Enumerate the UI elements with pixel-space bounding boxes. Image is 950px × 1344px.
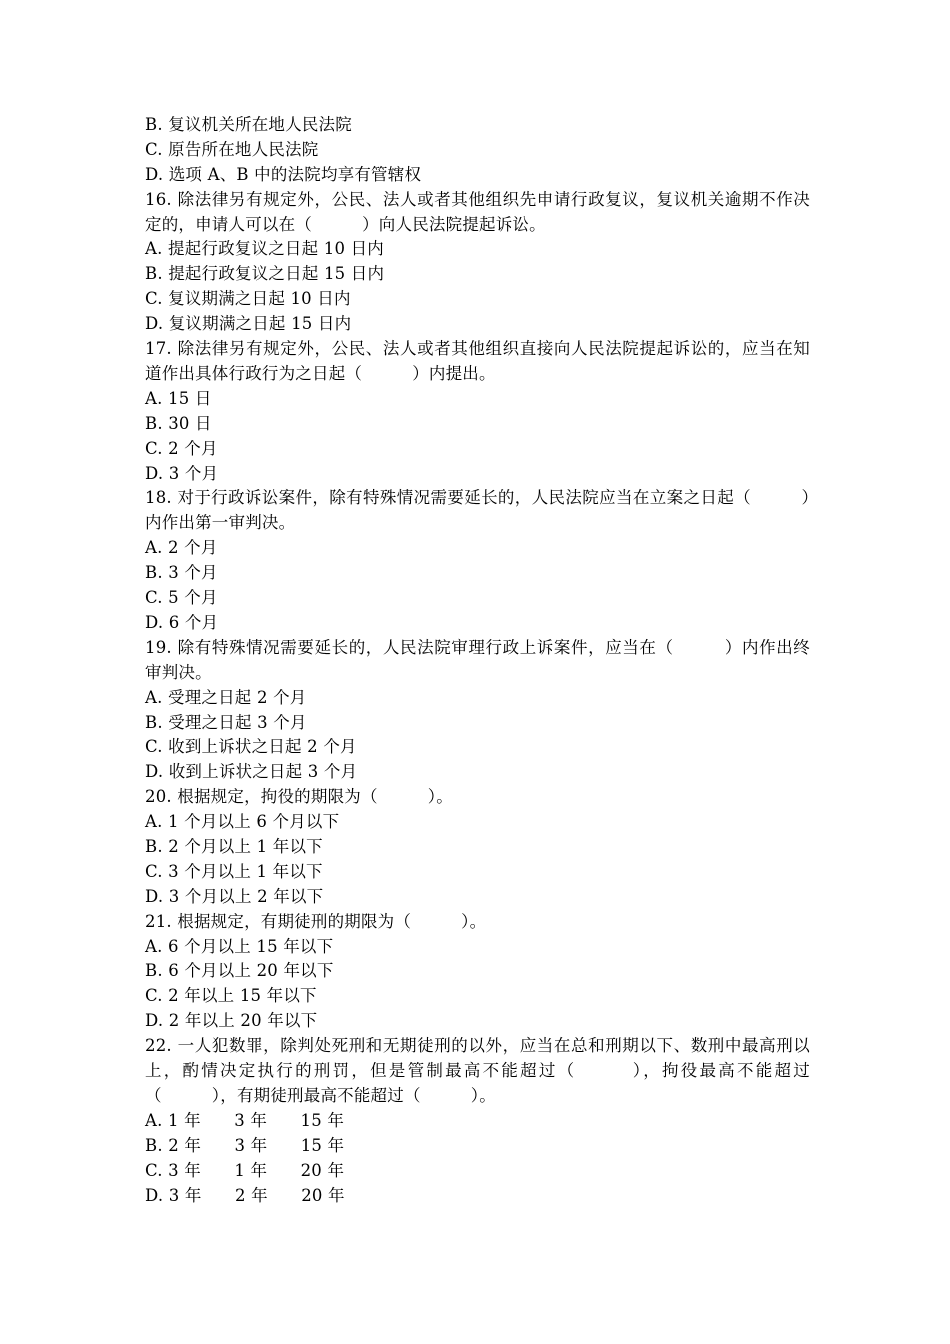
option-a: A. 2 个月 [145, 538, 218, 558]
question-stem: 19. 除有特殊情况需要延长的，人民法院审理行政上诉案件，应当在（ ）内作出终审判决。 [145, 637, 810, 682]
option-a: A. 15 日 [145, 388, 212, 408]
question-16 [145, 188, 810, 337]
option-c: C. 5 个月 [145, 588, 218, 608]
option-b: B. 6 个月以上 20 年以下 [145, 961, 334, 981]
option-d: D. 复议期满之日起 15 日内 [145, 314, 352, 334]
exam-page [145, 113, 810, 1208]
option-d: D. 3 个月以上 2 年以下 [145, 886, 324, 906]
option-d: D. 选项 A、B 中的法院均享有管辖权 [145, 164, 422, 184]
question-20 [145, 785, 810, 909]
question-stem: 18. 对于行政诉讼案件，除有特殊情况需要延长的，人民法院应当在立案之日起（ ）内作出第一审判决。 [145, 488, 810, 533]
question-stem: 17. 除法律另有规定外，公民、法人或者其他组织直接向人民法院提起诉讼的，应当在知道作出具体行政行为之日起（ ）内提出。 [145, 339, 810, 383]
option-c: C. 3 年 1 年 20 年 [145, 1160, 345, 1180]
option-d: D. 2 年以上 20 年以下 [145, 1011, 318, 1031]
question-18 [145, 486, 810, 635]
option-b: B. 提起行政复议之日起 15 日内 [145, 264, 385, 284]
option-d: D. 3 个月 [145, 463, 219, 483]
option-c: C. 2 年以上 15 年以下 [145, 986, 317, 1006]
previous-question-options [145, 113, 810, 188]
question-stem: 16. 除法律另有规定外，公民、法人或者其他组织先申请行政复议，复议机关逾期不作决定的，申请人可以在（ ）向人民法院提起诉讼。 [145, 189, 810, 234]
option-a: A. 受理之日起 2 个月 [145, 687, 307, 707]
question-stem: 20. 根据规定，拘役的期限为（ ）。 [145, 787, 453, 807]
question-stem: 21. 根据规定，有期徒刑的期限为（ ）。 [145, 911, 487, 931]
option-a: A. 6 个月以上 15 年以下 [145, 936, 334, 956]
option-b: B. 受理之日起 3 个月 [145, 712, 307, 732]
question-21 [145, 910, 810, 1034]
option-d: D. 收到上诉状之日起 3 个月 [145, 762, 358, 782]
option-c: C. 3 个月以上 1 年以下 [145, 861, 323, 881]
question-22 [145, 1034, 810, 1208]
option-c: C. 收到上诉状之日起 2 个月 [145, 737, 357, 757]
option-b: B. 2 年 3 年 15 年 [145, 1135, 345, 1155]
option-c: C. 复议期满之日起 10 日内 [145, 289, 351, 309]
option-b: B. 30 日 [145, 413, 212, 433]
question-17 [145, 337, 810, 486]
option-d: D. 3 年 2 年 20 年 [145, 1185, 345, 1205]
option-d: D. 6 个月 [145, 612, 219, 632]
option-b: B. 2 个月以上 1 年以下 [145, 836, 323, 856]
option-b: B. 复议机关所在地人民法院 [145, 115, 352, 134]
option-a: A. 1 年 3 年 15 年 [145, 1110, 345, 1130]
question-stem: 22. 一人犯数罪，除判处死刑和无期徒刑的以外，应当在总和刑期以下、数刑中最高刑以上，酌情决定执行的刑罚，但是管制最高不能超过（ ），拘役最高不能超过（ ），有期徒刑最高不能超过（ ）。 [145, 1036, 810, 1105]
option-c: C. 原告所在地人民法院 [145, 139, 319, 159]
option-b: B. 3 个月 [145, 563, 218, 583]
option-a: A. 1 个月以上 6 个月以下 [145, 812, 340, 832]
question-19 [145, 636, 810, 785]
option-c: C. 2 个月 [145, 438, 218, 458]
option-a: A. 提起行政复议之日起 10 日内 [145, 239, 384, 259]
